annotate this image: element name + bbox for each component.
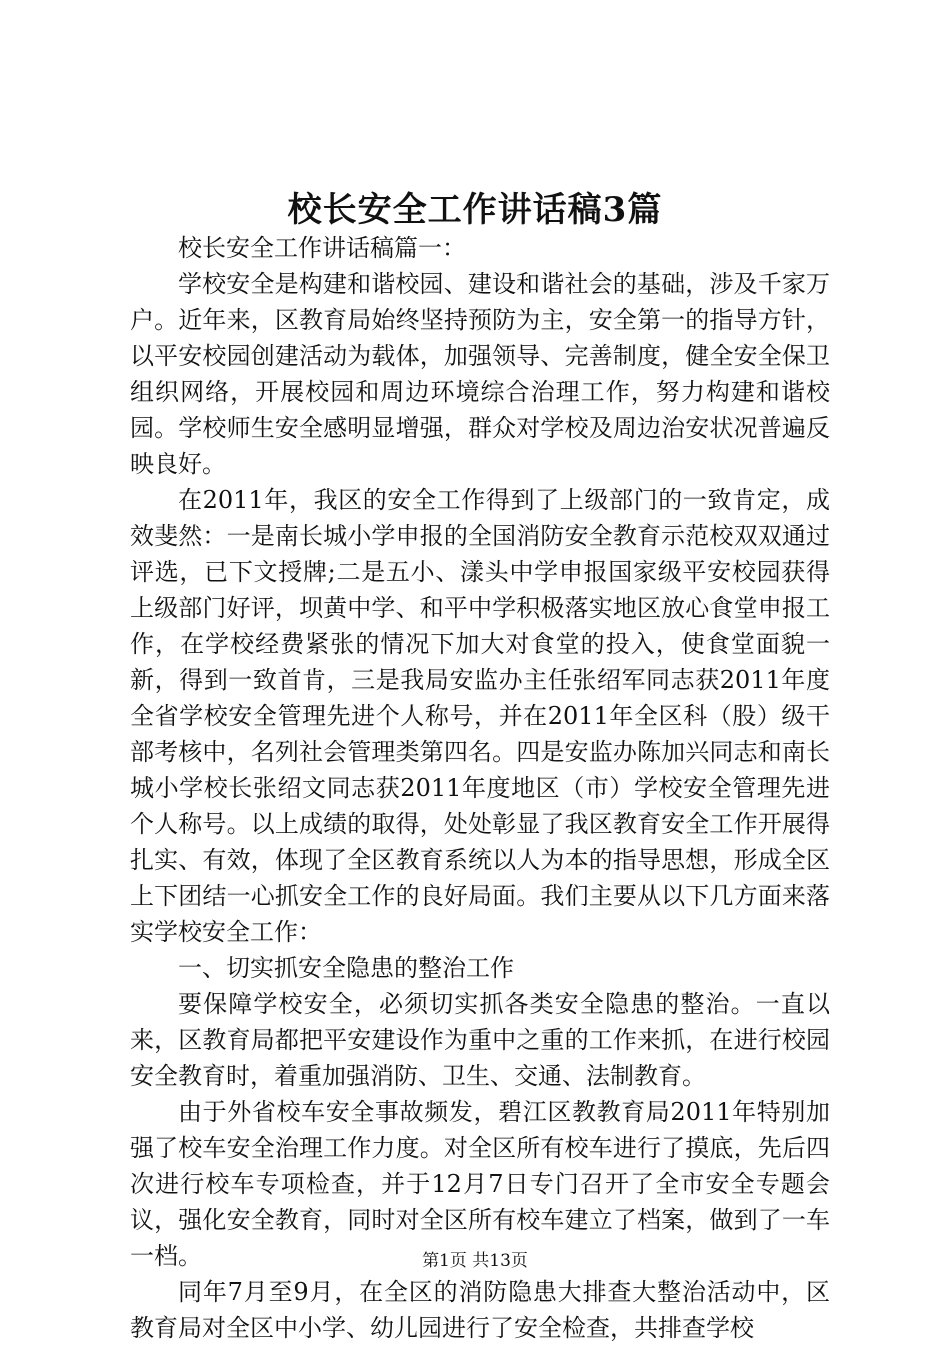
body-paragraph: 由于外省校车安全事故频发，碧江区教教育局2011年特别加强了校车安全治理工作力度。对全区所有校车进行了摸底，先后四次进行校车专项检查，并于12月7日专门召开了全市安全专题会议，强化安全教育，同时对全区所有校车建立了档案，做到了一车一档。 xyxy=(130,1098,830,1270)
body-paragraph: 学校安全是构建和谐校园、建设和谐社会的基础，涉及千家万户。近年来，区教育局始终坚持预防为主，安全第一的指导方针，以平安校园创建活动为载体，加强领导、完善制度，健全安全保卫组织网络，开展校园和周边环境综合治理工作，努力构建和谐校园。学校师生安全感明显增强，群众对学校及周边治安状况普遍反映良好。 xyxy=(130,270,830,478)
page-number-footer: 第1页 共13页 xyxy=(422,1251,528,1271)
section-heading: 校长安全工作讲话稿篇一： xyxy=(178,234,466,262)
document-body xyxy=(130,230,830,1346)
document-title: 校长安全工作讲话稿3篇 xyxy=(287,190,663,230)
body-paragraph: 同年7月至9月，在全区的消防隐患大排查大整治活动中，区教育局对全区中小学、幼儿园进行了安全检查，共排查学校 xyxy=(130,1278,830,1342)
body-paragraph: 在2011年，我区的安全工作得到了上级部门的一致肯定，成效斐然：一是南长城小学申报的全国消防安全教育示范校双双通过评选，已下文授牌;二是五小、漾头中学申报国家级平安校园获得上级部门好评，坝黄中学、和平中学积极落实地区放心食堂申报工作，在学校经费紧张的情况下加大对食堂的投入，使食堂面貌一新，得到一致首肯，三是我局安监办主任张绍军同志获2011年度全省学校安全管理先进个人称号，并在2011年全区科（股）级干部考核中，名列社会管理类第四名。四是安监办陈加兴同志和南长城小学校长张绍文同志获2011年度地区（市）学校安全管理先进个人称号。以上成绩的取得，处处彰显了我区教育安全工作开展得扎实、有效，体现了全区教育系统以人为本的指导思想，形成全区上下团结一心抓安全工作的良好局面。我们主要从以下几方面来落实学校安全工作： xyxy=(130,486,830,946)
subsection-heading: 一、切实抓安全隐患的整治工作 xyxy=(178,954,514,982)
body-paragraph: 要保障学校安全，必须切实抓各类安全隐患的整治。一直以来，区教育局都把平安建设作为重中之重的工作来抓，在进行校园安全教育时，着重加强消防、卫生、交通、法制教育。 xyxy=(130,990,830,1090)
